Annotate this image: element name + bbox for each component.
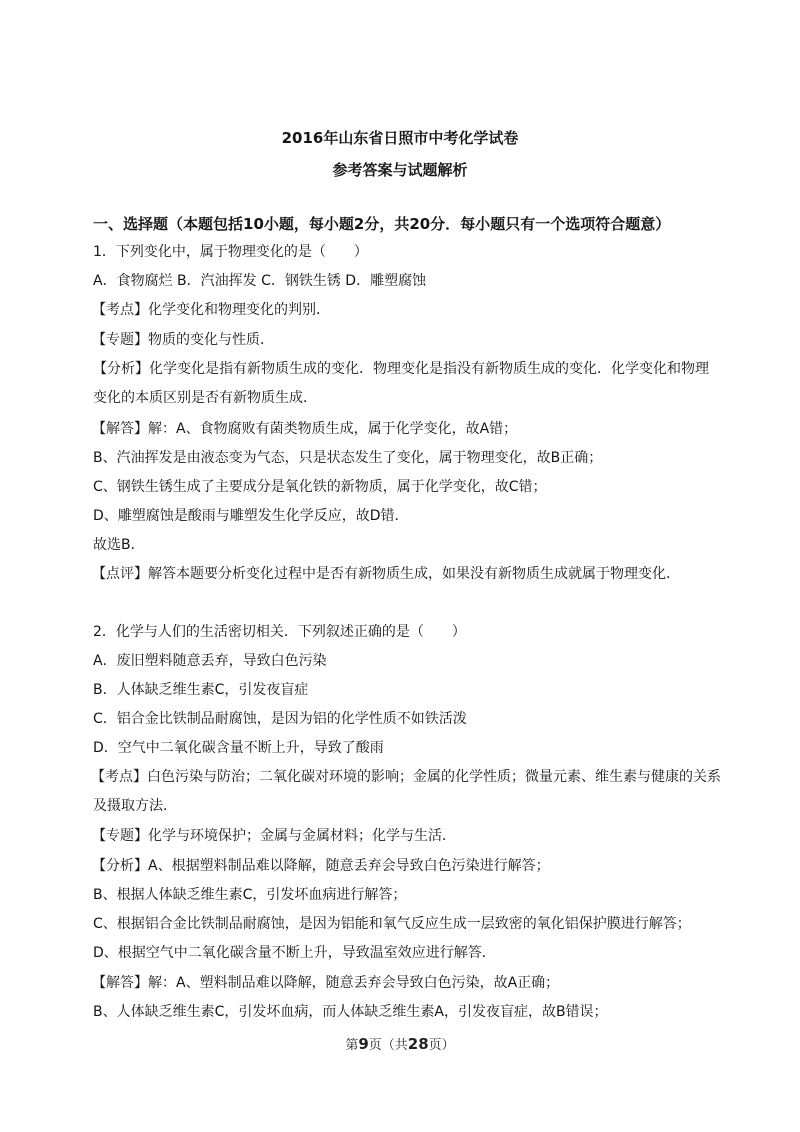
q1-answer: 故选B． xyxy=(93,537,145,553)
q2-stem: 2．化学与人们的生活密切相关．下列叙述正确的是（ ） xyxy=(93,624,466,640)
footer-prefix: 第 xyxy=(345,1038,359,1053)
document-title: 2016年山东省日照市中考化学试卷 xyxy=(281,129,519,147)
page-footer xyxy=(0,1034,800,1054)
footer-page-total: 28 xyxy=(407,1035,429,1053)
q1-zhuanti: 【专题】物质的变化与性质． xyxy=(92,332,274,348)
q1-options: A．食物腐烂 B．汽油挥发 C．钢铁生锈 D．雕塑腐蚀 xyxy=(93,273,427,289)
q2-option: C．铝合金比铁制品耐腐蚀，是因为铝的化学性质不如铁活泼 xyxy=(93,711,467,727)
q2-option: A．废旧塑料随意丢弃，导致白色污染 xyxy=(93,653,327,669)
q1-jieda-line: D、雕塑腐蚀是酸雨与雕塑发生化学反应，故D错． xyxy=(93,508,409,524)
q2-fenxi-line: B、根据人体缺乏维生素C，引发坏血病进行解答； xyxy=(93,887,407,903)
q2-jieda-line: B、人体缺乏维生素C，引发坏血病，而人体缺乏维生素A，引发夜盲症，故B错误； xyxy=(93,1004,608,1020)
q2-option: D．空气中二氧化碳含量不断上升，导致了酸雨 xyxy=(93,740,384,756)
q2-fenxi-line: C、根据铝合金比铁制品耐腐蚀，是因为铝能和氧气反应生成一层致密的氧化铝保护膜进行解答； xyxy=(93,916,691,932)
q1-fenxi-line: 【分析】化学变化是指有新物质生成的变化．物理变化是指没有新物质生成的变化．化学变化和物理 xyxy=(93,361,709,377)
q2-option: B．人体缺乏维生素C，引发夜盲症 xyxy=(93,682,309,698)
q1-jieda-line: C、钢铁生锈生成了主要成分是氧化铁的新物质，属于化学变化，故C错； xyxy=(93,479,547,495)
q1-kaodian: 【考点】化学变化和物理变化的判别． xyxy=(92,302,330,318)
q2-jieda-line: 【解答】解：A、塑料制品难以降解，随意丢弃会导致白色污染，故A正确； xyxy=(92,975,560,991)
footer-mid: 页（共 xyxy=(368,1038,408,1053)
q2-kaodian-line: 【考点】白色污染与防治；二氧化碳对环境的影响；金属的化学性质；微量元素、维生素与健康的关系 xyxy=(91,769,721,785)
q1-fenxi-line: 变化的本质区别是否有新物质生成． xyxy=(93,390,317,406)
q1-jieda-line: 【解答】解：A、食物腐败有菌类物质生成，属于化学变化，故A错； xyxy=(92,421,518,437)
q1-stem: 1．下列变化中，属于物理变化的是（ ） xyxy=(93,244,368,260)
footer-page-number: 9 xyxy=(358,1035,369,1053)
section-heading: 一、选择题（本题包括10小题，每小题2分，共20分．每小题只有一个选项符合题意） xyxy=(93,215,671,233)
q2-kaodian-line: 及摄取方法． xyxy=(93,798,177,814)
q1-jieda-line: B、汽油挥发是由液态变为气态，只是状态发生了变化，属于物理变化，故B正确； xyxy=(93,450,603,466)
q2-fenxi-line: D、根据空气中二氧化碳含量不断上升，导致温室效应进行解答． xyxy=(93,945,496,961)
document-subtitle: 参考答案与试题解析 xyxy=(332,161,468,179)
q1-dianping: 【点评】解答本题要分析变化过程中是否有新物质生成，如果没有新物质生成就属于物理变化． xyxy=(92,566,680,582)
q2-fenxi-line: 【分析】A、根据塑料制品难以降解，随意丢弃会导致白色污染进行解答； xyxy=(92,858,550,874)
q2-zhuanti: 【专题】化学与环境保护；金属与金属材料；化学与生活． xyxy=(92,828,456,844)
footer-suffix: 页） xyxy=(428,1038,455,1053)
